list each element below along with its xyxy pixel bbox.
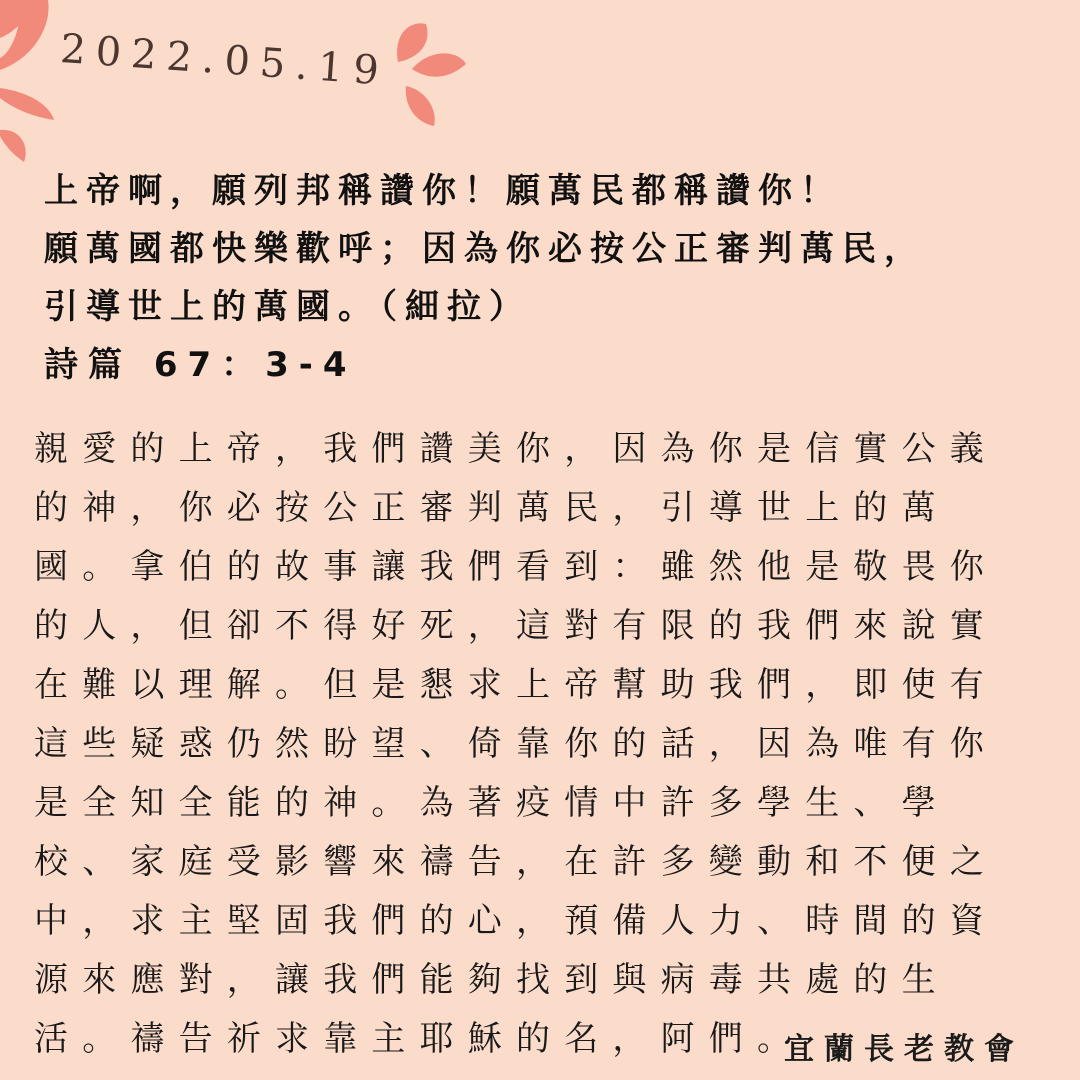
date-area — [0, 0, 480, 150]
verse-line: 願萬國都快樂歡呼；因為你必按公正審判萬民， — [44, 229, 926, 269]
verse-reference: 詩篇 67：3-4 — [44, 345, 357, 385]
verse-line: 引導世上的萬國。（細拉） — [44, 287, 531, 327]
prayer-text: 親愛的上帝，我們讚美你，因為你是信實公義的神，你必按公正審判萬民，引導世上的萬國。拿伯的故事讓我們看到：雖然他是敬畏你的人，但卻不得好死，這對有限的我們來說實在難以理解。但是懇求上帝幫助我們，即使有這些疑惑仍然盼望、倚靠你的話，因為唯有你是全知全能的神。為著疫情中許多學生、學校、家庭受影響來禱告，在許多變動和不便之中，求主堅固我們的心，預備人力、時間的資源來應對，讓我們能夠找到與病毒共處的生活。禱告祈求靠主耶穌的名，阿們。 — [34, 429, 998, 1059]
scripture-verse — [44, 162, 1054, 394]
verse-line: 上帝啊，願列邦稱讚你！願萬民都稱讚你！ — [44, 171, 842, 211]
church-signature: 宜蘭長老教會 — [784, 1032, 1024, 1067]
date-text: 2022.05.19 — [58, 26, 391, 95]
